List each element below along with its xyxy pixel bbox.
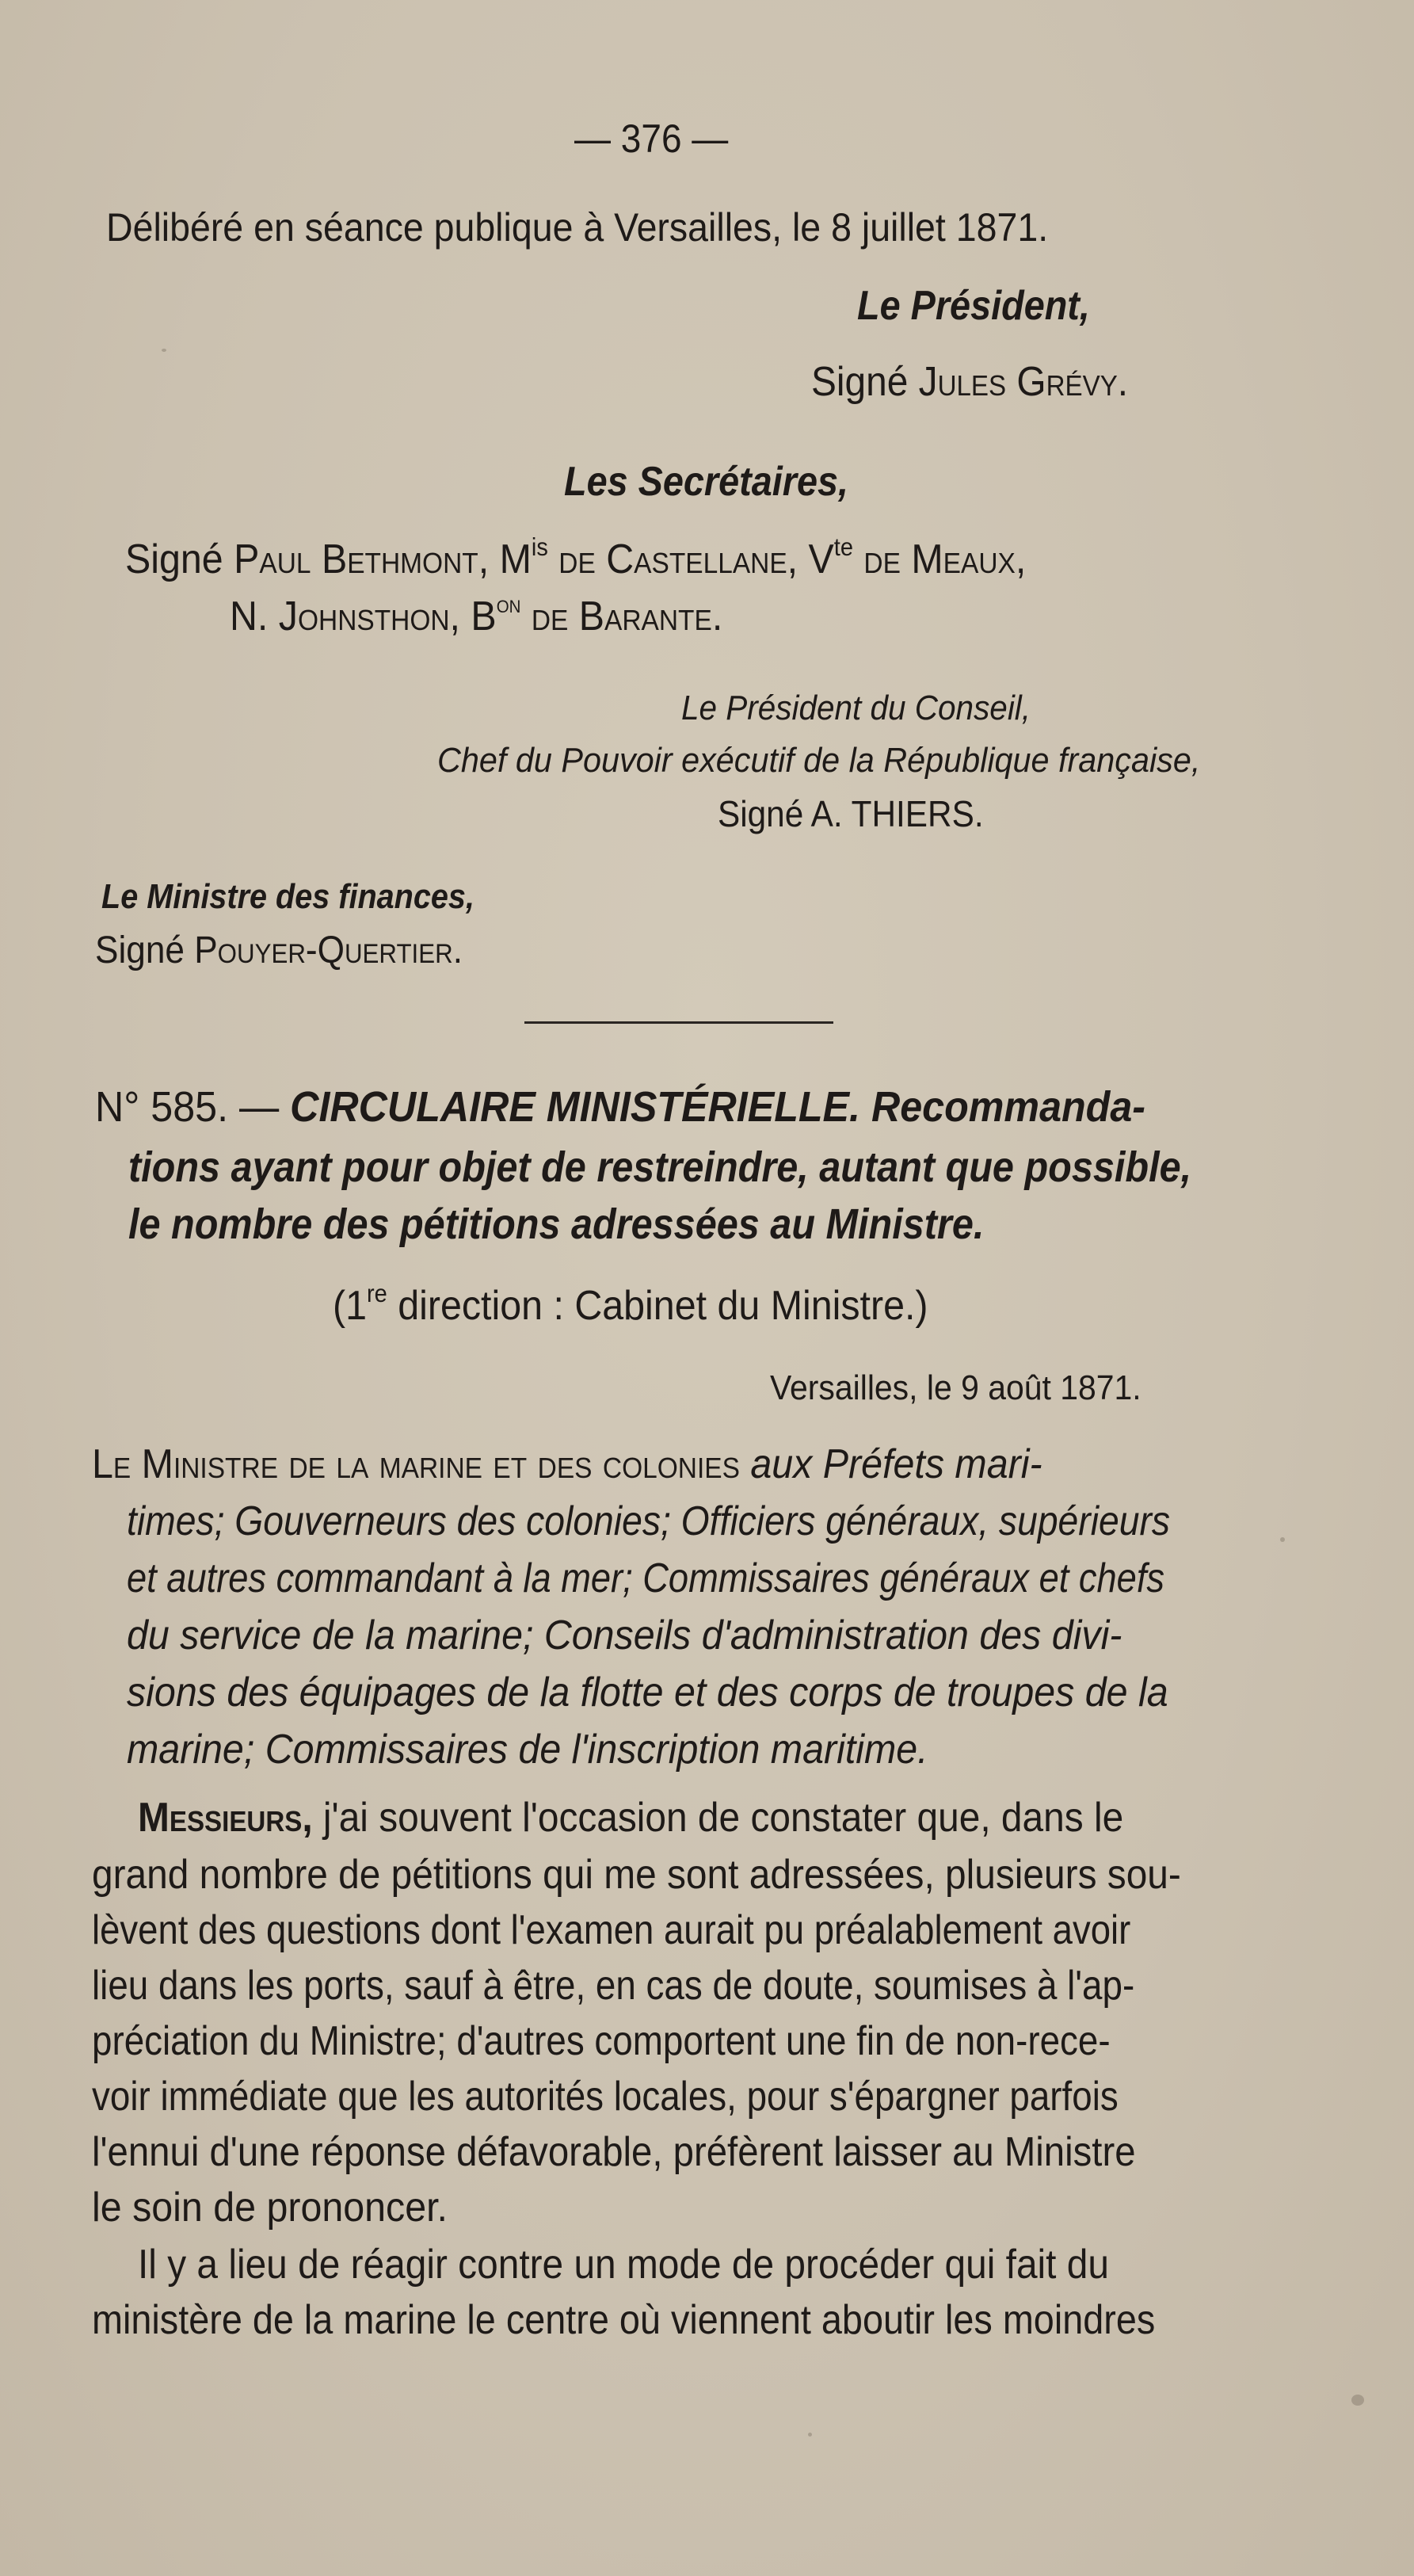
secretaire-name: de Castellane, V bbox=[547, 536, 834, 582]
president-name: Jules Grévy. bbox=[918, 359, 1129, 405]
address-recipients: aux Préfets mari- bbox=[739, 1441, 1042, 1487]
signed-label: Signé bbox=[125, 536, 223, 582]
secretaires-title: Les Secrétaires, bbox=[564, 459, 849, 505]
title-abbrev: is bbox=[531, 533, 548, 562]
body-p2-line-1: Il y a lieu de réagir contre un mode de procéder qui fait du bbox=[138, 2242, 1109, 2288]
president-conseil-title: Le Président du Conseil, bbox=[681, 689, 1031, 727]
body-p1-line-8: le soin de prononcer. bbox=[92, 2185, 448, 2231]
secretaire-name: N. Johnsthon, B bbox=[230, 593, 497, 639]
salutation: Messieurs, bbox=[138, 1795, 313, 1841]
circulaire-number: N° 585. — bbox=[95, 1083, 291, 1131]
body-p1-line-6: voir immédiate que les autorités locales, pour s'épargner parfois bbox=[92, 2074, 1119, 2120]
circulaire-type: CIRCULAIRE MINISTÉRIELLE. bbox=[290, 1083, 861, 1131]
president-conseil-signature: Signé A. THIERS. bbox=[718, 793, 984, 834]
secretaires-line-1 bbox=[125, 533, 1027, 582]
title-abbrev: on bbox=[496, 590, 521, 619]
deliberation-line: Délibéré en séance publique à Versailles, le 8 juillet 1871. bbox=[106, 205, 1049, 250]
ministre-finances-signature bbox=[95, 929, 463, 971]
body-text: j'ai souvent l'occasion de constater que, dans le bbox=[312, 1795, 1124, 1841]
circulaire-subject: Recommanda- bbox=[860, 1083, 1146, 1131]
circulaire-heading-line-3: le nombre des pétitions adressées au Ministre. bbox=[128, 1200, 985, 1248]
president-conseil-subtitle: Chef du Pouvoir exécutif de la République française, bbox=[437, 741, 1201, 780]
body-p1-line-1 bbox=[138, 1795, 1124, 1841]
title-abbrev: te bbox=[833, 533, 853, 562]
paper-speck bbox=[808, 2433, 812, 2437]
secretaire-name: de Barante. bbox=[520, 593, 723, 639]
address-line-5: sions des équipages de la flotte et des corps de troupes de la bbox=[127, 1670, 1168, 1715]
circulaire-date: Versailles, le 9 août 1871. bbox=[770, 1368, 1141, 1407]
secretaire-name: de Meaux, bbox=[852, 536, 1027, 582]
circulaire-heading-line-2: tions ayant pour objet de restreindre, autant que possible, bbox=[128, 1143, 1192, 1191]
direction-text: direction : Cabinet du Ministre.) bbox=[387, 1283, 928, 1329]
direction-text: (1 bbox=[333, 1283, 368, 1329]
address-line-1 bbox=[92, 1441, 1042, 1487]
address-line-2: times; Gouverneurs des colonies; Officiers généraux, supérieurs bbox=[127, 1498, 1171, 1544]
paper-speck bbox=[1280, 1537, 1285, 1542]
secretaire-name: Paul Bethmont, M bbox=[234, 536, 532, 582]
paper-speck bbox=[162, 349, 166, 352]
body-p2-line-2: ministère de la marine le centre où viennent aboutir les moindres bbox=[92, 2297, 1156, 2343]
ministre-name: Pouyer-Quertier. bbox=[194, 929, 463, 971]
circulaire-heading-line-1 bbox=[95, 1083, 1146, 1131]
address-sender: Le Ministre de la marine et des colonies bbox=[92, 1441, 740, 1487]
body-p1-line-3: lèvent des questions dont l'examen aurait pu préalablement avoir bbox=[92, 1907, 1131, 1953]
page-number: — 376 — bbox=[574, 116, 729, 161]
separator-rule bbox=[524, 1021, 833, 1024]
body-p1-line-5: préciation du Ministre; d'autres comportent une fin de non-rece- bbox=[92, 2018, 1111, 2064]
body-p1-line-2: grand nombre de pétitions qui me sont adressées, plusieurs sou- bbox=[92, 1852, 1181, 1898]
ministre-finances-title: Le Ministre des finances, bbox=[101, 877, 475, 916]
direction-sup: re bbox=[367, 1280, 387, 1308]
address-line-6: marine; Commissaires de l'inscription maritime. bbox=[127, 1727, 928, 1773]
president-title: Le Président, bbox=[857, 283, 1090, 329]
paper-speck bbox=[1351, 2395, 1364, 2406]
body-p1-line-4: lieu dans les ports, sauf à être, en cas de doute, soumises à l'ap- bbox=[92, 1963, 1135, 2009]
circulaire-direction bbox=[333, 1280, 928, 1329]
address-line-4: du service de la marine; Conseils d'administration des divi- bbox=[127, 1612, 1122, 1658]
body-p1-line-7: l'ennui d'une réponse défavorable, préfèrent laisser au Ministre bbox=[92, 2129, 1136, 2175]
signed-label: Signé bbox=[811, 359, 909, 405]
secretaires-line-2 bbox=[230, 590, 723, 639]
address-line-3: et autres commandant à la mer; Commissaires généraux et chefs bbox=[127, 1555, 1165, 1601]
president-signature bbox=[811, 361, 1128, 403]
signed-label: Signé bbox=[95, 929, 185, 971]
